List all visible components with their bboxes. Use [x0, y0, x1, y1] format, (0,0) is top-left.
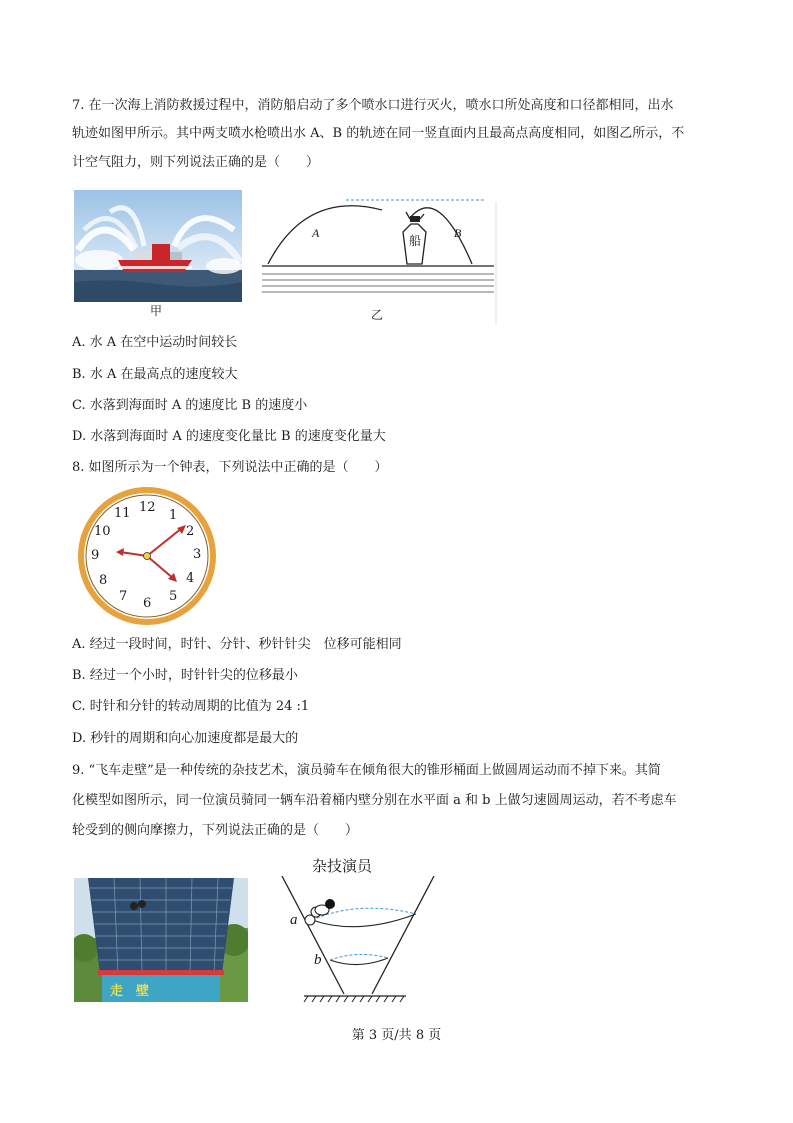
- q7-option-d: D. 水落到海面时 A 的速度变化量比 B 的速度变化量大: [72, 429, 386, 444]
- clock-number-5: 5: [169, 589, 178, 604]
- clock-number-11: 11: [114, 506, 131, 521]
- photo-banner-text: 走 壁: [110, 984, 150, 999]
- q9-text-line-3: 轮受到的侧向摩擦力，下列说法正确的是（ ）: [72, 823, 359, 838]
- fireboat-photo: [74, 190, 242, 302]
- clock-number-8: 8: [99, 573, 108, 588]
- cone-label-a: a: [290, 912, 298, 928]
- trajectory-label-a: A: [312, 226, 320, 240]
- clock-number-2: 2: [186, 524, 195, 539]
- clock-numbers: [74, 486, 220, 626]
- clock-number-7: 7: [119, 589, 128, 604]
- clock-number-1: 1: [169, 508, 178, 523]
- fig-jia-label: 甲: [150, 304, 163, 318]
- cone-label-b: b: [314, 952, 322, 968]
- q7-option-c: C. 水落到海面时 A 的速度比 B 的速度小: [72, 398, 308, 413]
- wall-of-death-photo: [74, 878, 248, 1002]
- q7-option-a: A. 水 A 在空中运动时间较长: [72, 335, 238, 350]
- clock-number-10: 10: [94, 524, 111, 539]
- clock-number-9: 9: [91, 548, 100, 563]
- clock-number-6: 6: [143, 596, 152, 611]
- fig-yi-label: 乙: [371, 308, 384, 322]
- trajectory-diagram: [262, 192, 498, 324]
- q9-text-line-2: 化模型如图所示，同一位演员骑同一辆车沿着桶内壁分别在水平面 a 和 b 上做匀速圆周运动，若不考虑车: [72, 793, 677, 808]
- trajectory-label-b: B: [454, 226, 462, 240]
- q8-text-line-1: 8. 如图所示为一个钟表，下列说法中正确的是（ ）: [72, 460, 388, 475]
- q8-option-d: D. 秒针的周期和向心加速度都是最大的: [72, 731, 299, 746]
- clock-number-3: 3: [193, 547, 202, 562]
- cone-diagram: [276, 876, 444, 1006]
- q9-text-line-1: 9. “飞车走壁”是一种传统的杂技艺术，演员骑车在倾角很大的锥形桶面上做圆周运动而不掉下来。其简: [72, 763, 661, 778]
- q8-option-b: B. 经过一个小时，时针针尖的位移最小: [72, 668, 298, 683]
- q7-text-line-1: 7. 在一次海上消防救援过程中，消防船启动了多个喷水口进行灭火，喷水口所处高度和口径都相同，出水: [72, 98, 674, 113]
- q7-text-line-3: 计空气阻力，则下列说法正确的是（ ）: [72, 155, 320, 170]
- page-footer: 第 3 页/共 8 页: [351, 1028, 442, 1043]
- clock-number-12: 12: [139, 500, 156, 515]
- cone-caption: 杂技演员: [312, 857, 373, 875]
- ship-label: 船: [409, 234, 422, 248]
- q8-option-c: C. 时针和分针的转动周期的比值为 24 :1: [72, 699, 310, 714]
- q8-option-a: A. 经过一段时间，时针、分针、秒针针尖 位移可能相同: [72, 637, 402, 652]
- q7-option-b: B. 水 A 在最高点的速度较大: [72, 367, 238, 382]
- clock-number-4: 4: [186, 571, 195, 586]
- q7-text-line-2: 轨迹如图甲所示。其中两支喷水枪喷出水 A、B 的轨迹在同一竖直面内且最高点高度相同，如图乙所示，不: [72, 126, 685, 141]
